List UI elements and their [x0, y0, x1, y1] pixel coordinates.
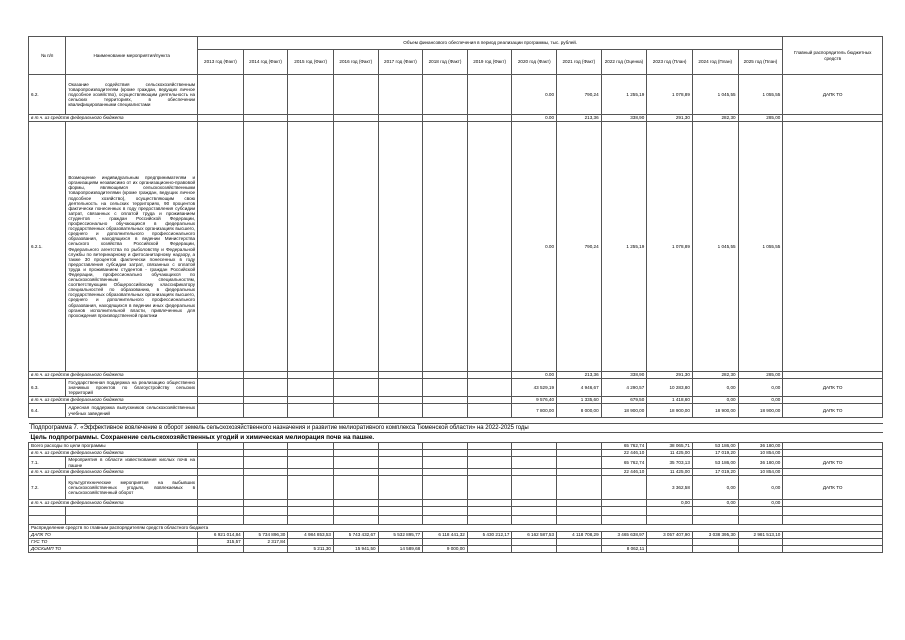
cell-2021: 790,24	[557, 75, 602, 115]
cell-2025: 1 055,55	[738, 122, 783, 372]
cell-2013: 315,57	[198, 539, 244, 546]
cell-2025: 36 180,00	[738, 457, 783, 469]
cell-2023: 1 078,89	[647, 75, 693, 115]
col-header-num: № п/п	[29, 37, 66, 75]
row-number: 6.4.	[29, 404, 66, 418]
cell-2020: 0.00	[512, 122, 557, 372]
cell-2024: 53 186,00	[692, 443, 738, 450]
distribution-header-row	[29, 525, 883, 532]
cell-2024: 1 045,55	[692, 75, 738, 115]
row-name: Оказание содействия сельскохозяйственным товаропроизводителям (кроме граждан, ведущих личное подсобное хозяйство), осуществляющим деятельность на сельских территориях, в обеспечении квалифицированными специалистами	[66, 75, 198, 115]
cell-2025: 10 854,00	[738, 450, 783, 457]
cell-2024: 0,00	[692, 397, 738, 404]
table-row-federal	[29, 500, 883, 507]
distribution-title: Распределение средств по главным распорядителям средств областного бюджета	[29, 525, 883, 532]
cell-2022: 18 900,00	[601, 404, 647, 418]
row-name: в т.ч. из средств федерального бюджета	[29, 372, 198, 379]
cell-2016: 15 941,50	[333, 546, 378, 553]
row-number: 7.1.	[29, 457, 66, 469]
table-row	[29, 379, 883, 397]
cell-2025: 36 180,00	[738, 443, 783, 450]
cell-2022: 3 465 638,97	[601, 532, 647, 539]
cell-2014: 5 734 896,30	[243, 532, 288, 539]
cell-2024: 0,00	[692, 476, 738, 500]
row-name: Культуртехнические мероприятия на выбывших сельскохозяйственных угодьях, вовлекаемых в сельскохозяйственный оборот	[66, 476, 198, 500]
cell-2024: 17 019,20	[692, 469, 738, 476]
col-header-manager: Главный распорядитель бюджетных средств	[783, 37, 883, 75]
year-header: 2014 год (Факт)	[243, 50, 288, 75]
cell-2022: 4 290,57	[601, 379, 647, 397]
cell-2013: 6 921 014,84	[198, 532, 244, 539]
cell-2020: 6 162 587,53	[512, 532, 557, 539]
table-row	[29, 457, 883, 469]
cell-2024: 0,00	[692, 379, 738, 397]
row-name: в т.ч. из средств федерального бюджета	[29, 500, 198, 507]
col-header-funding: Объем финансового обеспечения в период реализации программы, тыс. рублей.	[198, 37, 783, 50]
cell-2025: 2 981 513,10	[738, 532, 783, 539]
budget-table-sheet	[28, 36, 883, 553]
row-manager: ДАПК ТО	[783, 75, 883, 115]
cell-2022: 22 446,10	[601, 469, 647, 476]
col-header-name: Наименование мероприятия/пункта	[66, 37, 198, 75]
cell-2023: 35 703,13	[647, 457, 693, 469]
cell-2014: 2 317,84	[243, 539, 288, 546]
year-header: 2015 год (Факт)	[288, 50, 334, 75]
cell-2025: 0,00	[738, 500, 783, 507]
cell-2021: 4 118 708,29	[557, 532, 602, 539]
cell-2022: 679,50	[601, 397, 647, 404]
cell-2025: 285,00	[738, 372, 783, 379]
table-row	[29, 404, 883, 418]
cell-2017: 5 532 895,77	[378, 532, 423, 539]
year-header: 2022 год (Оценка)	[601, 50, 647, 75]
table-row	[29, 122, 883, 372]
row-number: 7.2.	[29, 476, 66, 500]
row-name: в т.ч. из средств федерального бюджета	[29, 469, 198, 476]
cell-2024: 0,00	[692, 500, 738, 507]
row-name: ГУС ТО	[29, 539, 198, 546]
cell-2023: 18 900,00	[647, 404, 693, 418]
table-row	[29, 476, 883, 500]
row-name: в т.ч. из средств федерального бюджета	[29, 397, 198, 404]
manager-total-row	[29, 546, 883, 553]
year-header: 2019 год (Факт)	[467, 50, 512, 75]
cell-2022: 65 762,74	[601, 443, 647, 450]
empty-row	[29, 516, 883, 525]
cell-2017: 14 589,68	[378, 546, 423, 553]
row-name: Возмещение индивидуальным предпринимателям и организациям независимо от их организационно-правовой формы, являющимся сельскохозяйственными товаропроизводителями (кроме граждан, ведущих личное подсобное хозяйство), осуществляющим свою деятельность на сельских территориях, 90 процентов фактически понесенных в году предоставления субсидии затрат, связанных с оплатой труда и проживанием студентов - граждан Российской Федерации, профессионально обучающихся в федеральных государственных образовательных организациях высшего, среднего и дополнительного профессионального образования, находящихся в ведении Министерства сельского хозяйства Российской Федерации, Федерального агентства по рыболовству и Федеральной службы по ветеринарному и фитосанитарному надзору, а также 30 процентов фактически понесенных в году предоставления субсидии затрат, связанных с оплатой труда и проживанием студентов - граждан Российской Федерации, профессионально обучающихся по сельскохозяйственным специальностям, соответствующим Общероссийскому классификатору специальностей по образованию, в федеральных государственных образовательных организациях высшего, среднего и дополнительного профессионального образования, находящихся в ведении иных федеральных органов исполнительной власти, привлеченных для прохождения производственной практики	[66, 122, 198, 372]
cell-2023: 11 425,00	[647, 469, 693, 476]
cell-2020: 9 576,40	[512, 397, 557, 404]
cell-2015: 4 984 853,53	[288, 532, 334, 539]
cell-2021: 790,24	[557, 122, 602, 372]
cell-2024: 282,30	[692, 372, 738, 379]
cell-2022: 338,90	[601, 372, 647, 379]
cell-2023: 10 283,80	[647, 379, 693, 397]
cell-2020: 7 800,00	[512, 404, 557, 418]
cell-2019: 5 430 212,17	[467, 532, 512, 539]
cell-2023: 291,30	[647, 372, 693, 379]
row-number: 6.3.	[29, 379, 66, 397]
cell-2025: 0,00	[738, 397, 783, 404]
table-row-federal	[29, 450, 883, 457]
goal-row	[29, 433, 883, 443]
row-number: 6.2.	[29, 75, 66, 115]
cell-2023: 3 057 407,90	[647, 532, 693, 539]
total-row	[29, 443, 883, 450]
budget-table	[28, 36, 883, 553]
cell-2025: 10 854,00	[738, 469, 783, 476]
row-manager: ДАПК ТО	[783, 476, 883, 500]
year-header: 2021 год (Факт)	[557, 50, 602, 75]
row-name: ДОСКиМП ТО	[29, 546, 198, 553]
row-manager: ДАПК ТО	[783, 379, 883, 397]
cell-2023: 0,00	[647, 500, 693, 507]
cell-2024: 3 038 395,30	[692, 532, 738, 539]
cell-2022: 338,90	[601, 115, 647, 122]
cell-2024: 282,30	[692, 115, 738, 122]
cell-2018: 6 118 441,32	[423, 532, 468, 539]
cell-2025: 1 055,55	[738, 75, 783, 115]
cell-2020: 0.00	[512, 115, 557, 122]
year-header: 2013 год (Факт)	[198, 50, 244, 75]
cell-2025: 285,00	[738, 115, 783, 122]
cell-2018: 9 000,00	[423, 546, 468, 553]
year-header: 2020 год (Факт)	[512, 50, 557, 75]
cell-2022: 65 762,74	[601, 457, 647, 469]
cell-2023: 1 078,89	[647, 122, 693, 372]
cell-2021: 1 335,60	[557, 397, 602, 404]
row-manager: ДАПК ТО	[783, 457, 883, 469]
table-row-federal	[29, 397, 883, 404]
row-name: Всего расходы по цели программы	[29, 443, 198, 450]
table-row-federal	[29, 372, 883, 379]
cell-2023: 1 418,60	[647, 397, 693, 404]
row-name: в т.ч. из средств федерального бюджета	[29, 450, 198, 457]
cell-2016: 5 743 432,67	[333, 532, 378, 539]
cell-2024: 18 900,00	[692, 404, 738, 418]
year-header: 2023 год (План)	[647, 50, 693, 75]
table-row-federal	[29, 115, 883, 122]
cell-2021: 213,36	[557, 372, 602, 379]
cell-2020: 0.00	[512, 372, 557, 379]
row-name: Мероприятия в области известкования кислых почв на пашне	[66, 457, 198, 469]
cell-2021: 4 946,67	[557, 379, 602, 397]
cell-2024: 53 186,00	[692, 457, 738, 469]
year-header: 2025 год (План)	[738, 50, 783, 75]
row-name: Государственная поддержка на реализацию общественно значимых проектов по благоустройству сельских территорий	[66, 379, 198, 397]
row-name: в т.ч. из средств федерального бюджета	[29, 115, 198, 122]
goal-title: Цель подпрограммы. Сохранение сельскохозяйственных угодий и химическая мелиорация почв на пашне.	[29, 433, 883, 443]
subprogram-title: Подпрограмма 7. «Эффективное вовлечение в оборот земель сельскохозяйственного назначения и развитие мелиоративного комплекса Тюменской области» на 2022-2025 годы	[29, 424, 883, 433]
cell-2024: 1 045,55	[692, 122, 738, 372]
cell-2021: 213,36	[557, 115, 602, 122]
cell-2025: 0,00	[738, 379, 783, 397]
cell-2021: 8 000,00	[557, 404, 602, 418]
cell-2015: 5 211,30	[288, 546, 334, 553]
cell-2020: 0.00	[512, 75, 557, 115]
year-header: 2018 год (Факт)	[423, 50, 468, 75]
cell-2023: 11 425,00	[647, 450, 693, 457]
cell-2020: 43 529,19	[512, 379, 557, 397]
cell-2022: 1 255,19	[601, 122, 647, 372]
cell-2023: 38 065,71	[647, 443, 693, 450]
year-header: 2024 год (План)	[692, 50, 738, 75]
row-name: Адресная поддержка выпускников сельскохозяйственных учебных заведений	[66, 404, 198, 418]
cell-2025: 0,00	[738, 476, 783, 500]
empty-row	[29, 507, 883, 516]
cell-2025: 18 900,00	[738, 404, 783, 418]
table-row	[29, 75, 883, 115]
table-row-federal	[29, 469, 883, 476]
cell-2022: 8 062,11	[601, 546, 647, 553]
year-header: 2016 год (Факт)	[333, 50, 378, 75]
row-name: ДАПК ТО	[29, 532, 198, 539]
cell-2024: 17 019,20	[692, 450, 738, 457]
row-number: 6.2.1.	[29, 122, 66, 372]
cell-2023: 3 362,58	[647, 476, 693, 500]
subprogram-row	[29, 424, 883, 433]
cell-2023: 291,30	[647, 115, 693, 122]
year-header: 2017 год (Факт)	[378, 50, 423, 75]
cell-2022: 22 446,10	[601, 450, 647, 457]
manager-total-row	[29, 532, 883, 539]
manager-total-row	[29, 539, 883, 546]
cell-2022: 1 255,19	[601, 75, 647, 115]
row-manager: ДАПК ТО	[783, 404, 883, 418]
